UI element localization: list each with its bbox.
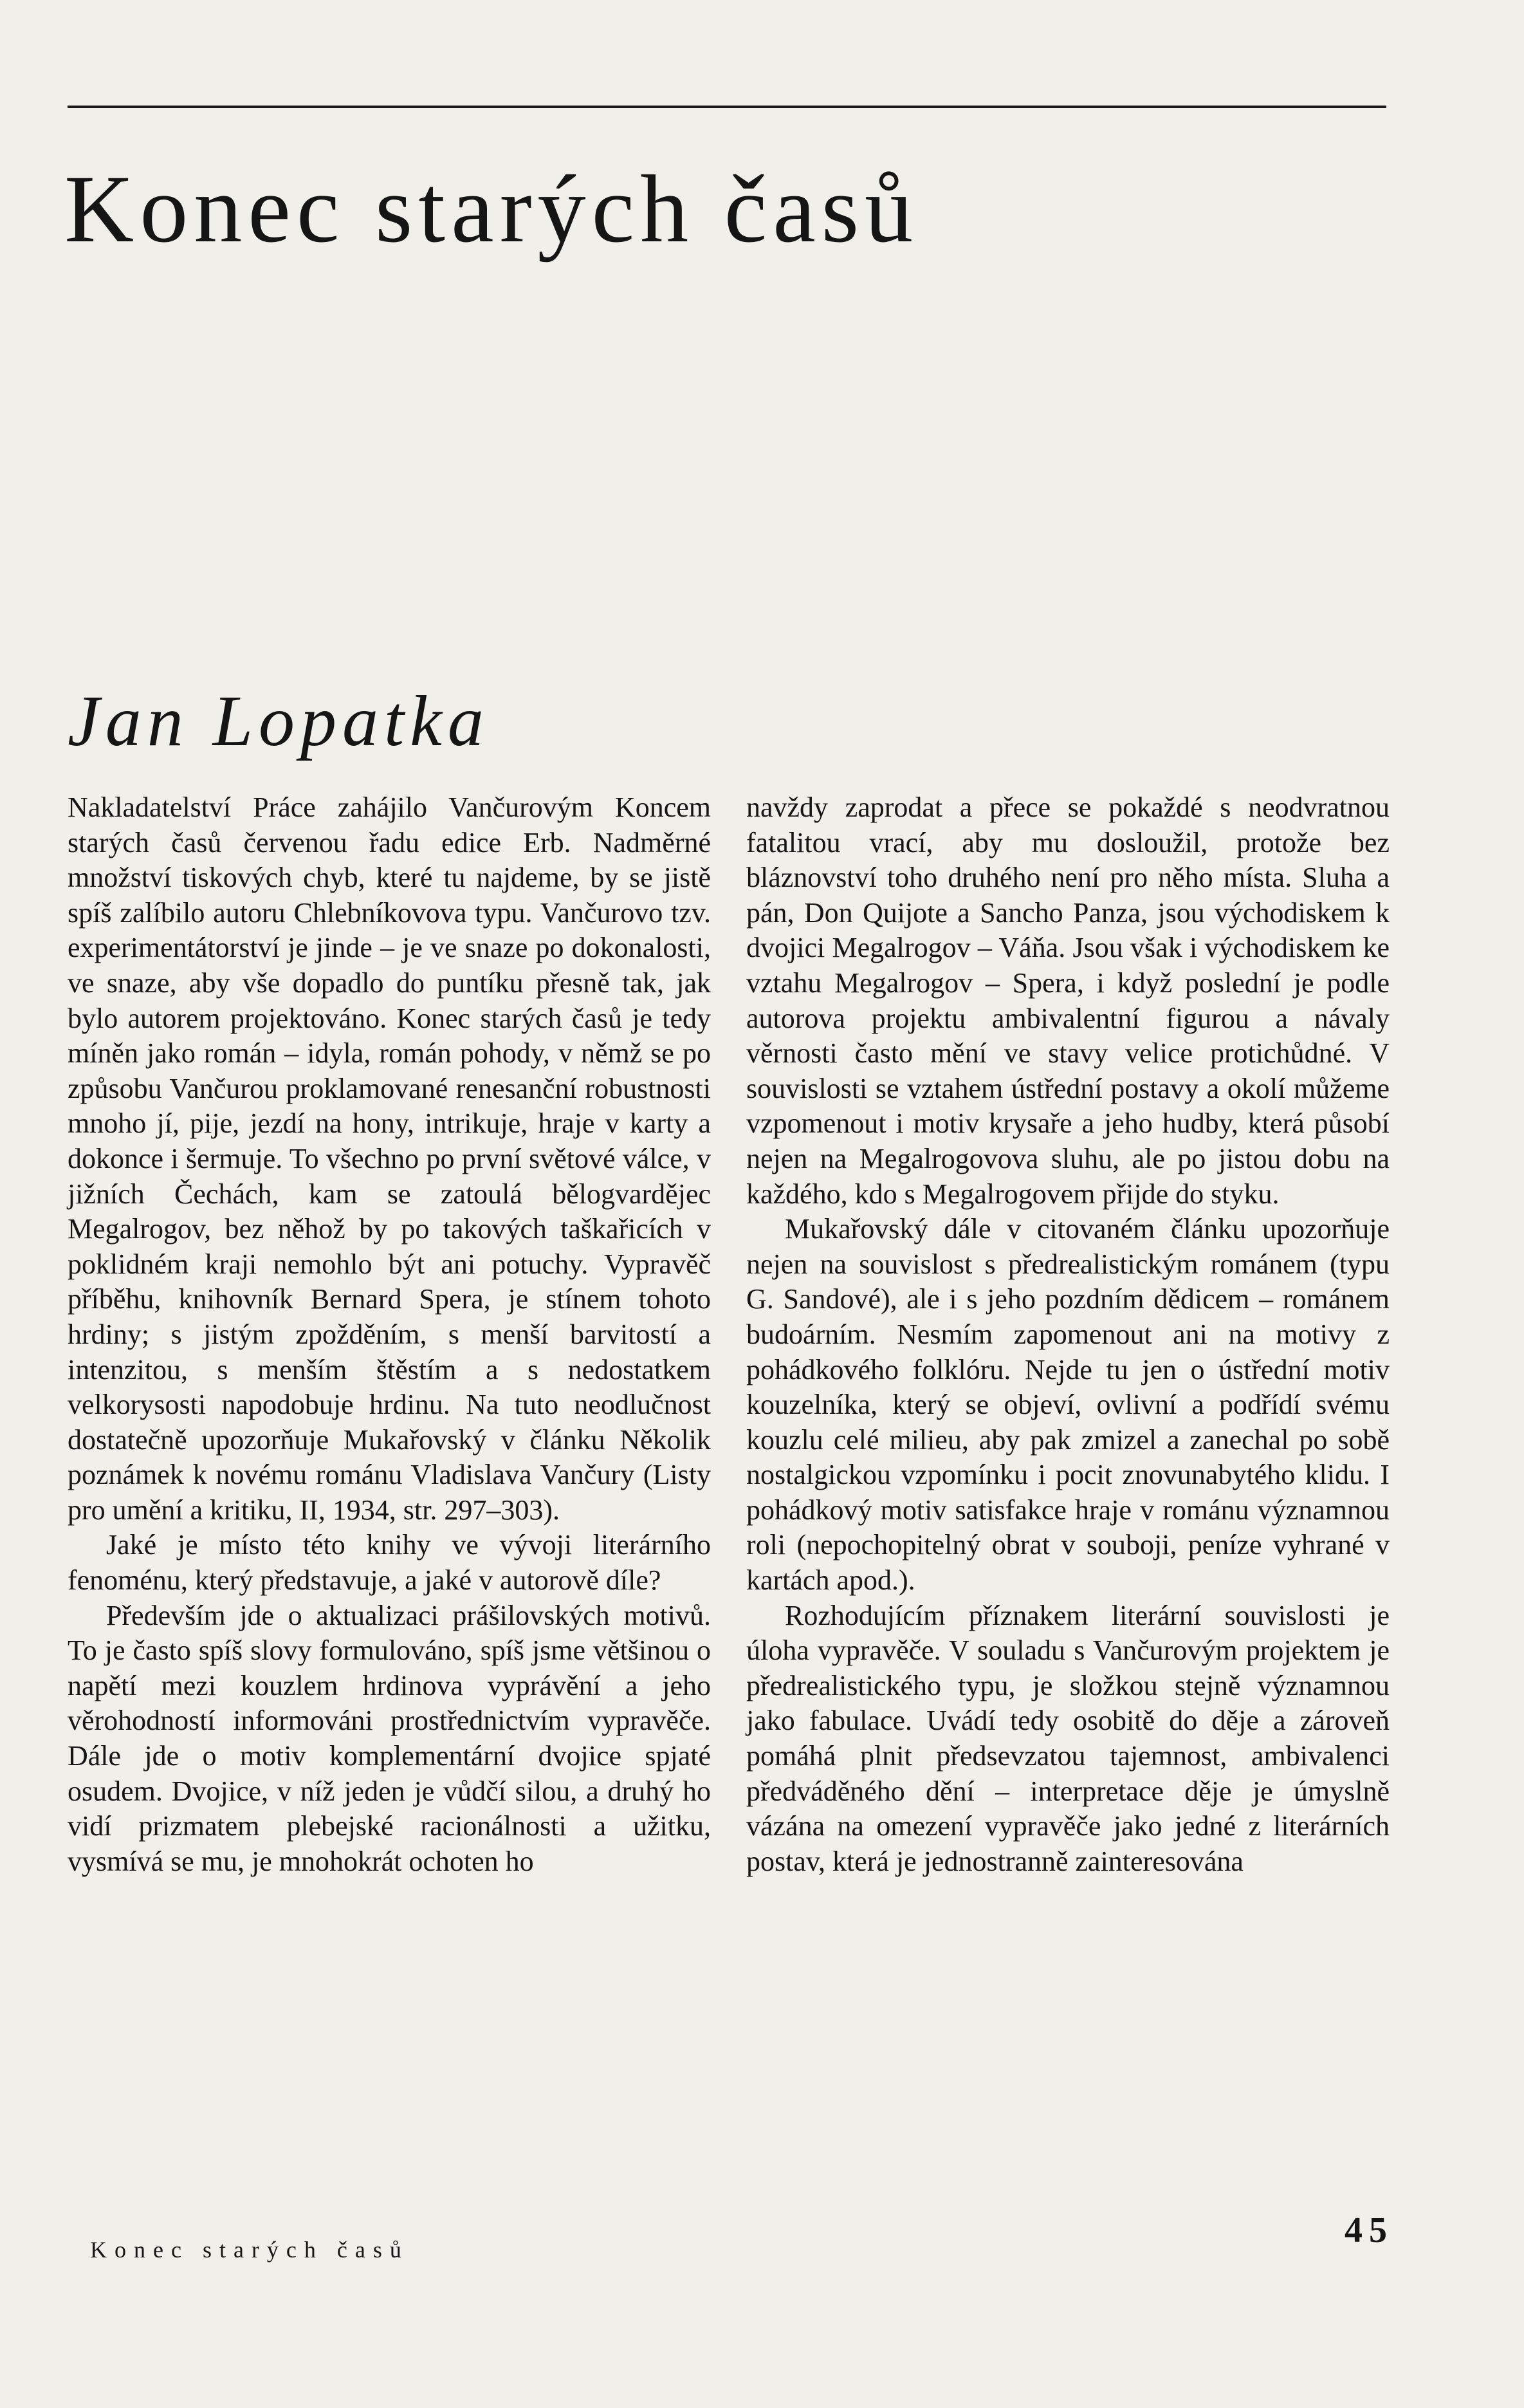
page-number: 45 — [1345, 2210, 1393, 2250]
article-author: Jan Lopatka — [68, 681, 490, 761]
left-column — [68, 790, 711, 1879]
running-footer-title: Konec starých časů — [90, 2237, 409, 2263]
paragraph: navždy zaprodat a přece se pokaždé s neodvratnou fatalitou vrací, aby mu dosloužil, protože bez bláznovství toho druhého není pro něho místa. Sluha a pán, Don Quijote a Sancho Panza, jsou východiskem k dvojici Megalrogov – Váňa. Jsou však i východiskem ke vztahu Megalrogov – Spera, i když poslední je podle autorova projektu ambivalentní figurou a návaly věrnosti často mění ve stavy velice protichůdné. V souvislosti se vztahem ústřední postavy a okolí můžeme vzpomenout i motiv krysaře a jeho hudby, která působí nejen na Megalrogovova sluhu, ale po jistou dobu na každého, kdo s Megalrogovem přijde do styku. — [746, 792, 1390, 1210]
paragraph: Nakladatelství Práce zahájilo Vančurovým Koncem starých časů červenou řadu edice Erb. Nadměrné množství tiskových chyb, které tu najdeme, by se jistě spíš zalíbilo autoru Chlebníkovova typu. Vančurovo tzv. experimentátorství je jinde – je ve snaze po dokonalosti, ve snaze, aby vše dopadlo do puntíku přesně tak, jak bylo autorem projektováno. Konec starých časů je tedy míněn jako román – idyla, román pohody, v němž se po způsobu Vančurou proklamované renesanční robustnosti mnoho jí, pije, jezdí na hony, intrikuje, hraje v karty a dokonce i šermuje. To všechno po první světové válce, v jižních Čechách, kam se zatoulá bělogvardějec Megalrogov, bez něhož by po takových taškařicích v poklidném kraji nemohlo být ani potuchy. Vypravěč příběhu, knihovník Bernard Spera, je stínem tohoto hrdiny; s jistým zpožděním, s menší barvitostí a intenzitou, s menším štěstím a s nedostatkem velkorysosti napodobuje hrdinu. Na tuto neodlučnost dostatečně upozorňuje Mukařovský v článku Několik poznámek k novému románu Vladislava Vančury (Listy pro umění a kritiku, II, 1934, str. 297–303). — [68, 792, 711, 1526]
article-title: Konec starých časů — [64, 156, 919, 263]
paragraph: Mukařovský dále v citovaném článku upozorňuje nejen na souvislost s předrealistickým románem (typu G. Sandové), ale i s jeho pozdním dědicem – románem budoárním. Nesmím zapomenout ani na motivy z pohádkového folklóru. Nejde tu jen o ústřední motiv kouzelníka, který se objeví, ovlivní a podřídí svému kouzlu celé milieu, aby pak zmizel a zanechal po sobě nostalgickou vzpomínku i pocit znovunabytého klidu. I pohádkový motiv satisfakce hraje v románu významnou roli (nepochopitelný obrat v souboji, peníze vyhrané v kartách apod.). — [746, 1213, 1390, 1597]
paragraph: Jaké je místo této knihy ve vývoji literárního fenoménu, který představuje, a jaké v autorově díle? — [68, 1529, 711, 1597]
paragraph: Především jde o aktualizaci prášilovských motivů. To je často spíš slovy formulováno, spíš jsme většinou o napětí mezi kouzlem hrdinova vyprávění a jeho věrohodností informováni prostřednictvím vypravěče. Dále jde o motiv komplementární dvojice spjaté osudem. Dvojice, v níž jeden je vůdčí silou, a druhý ho vidí prizmatem plebejské racionálnosti a užitku, vysmívá se mu, je mnohokrát ochoten ho — [68, 1599, 711, 1877]
top-rule — [68, 106, 1386, 108]
right-column — [746, 790, 1390, 1879]
paragraph: Rozhodujícím příznakem literární souvislosti je úloha vypravěče. V souladu s Vančurovým projektem je předrealistického typu, je složkou stejně významnou jako fabulace. Uvádí tedy osobitě do děje a zároveň pomáhá plnit předsevzatou tajemnost, ambivalenci předváděného dění – interpretace děje je úmyslně vázána na omezení vypravěče jako jedné z literárních postav, která je jednostranně zainteresována — [746, 1599, 1390, 1877]
